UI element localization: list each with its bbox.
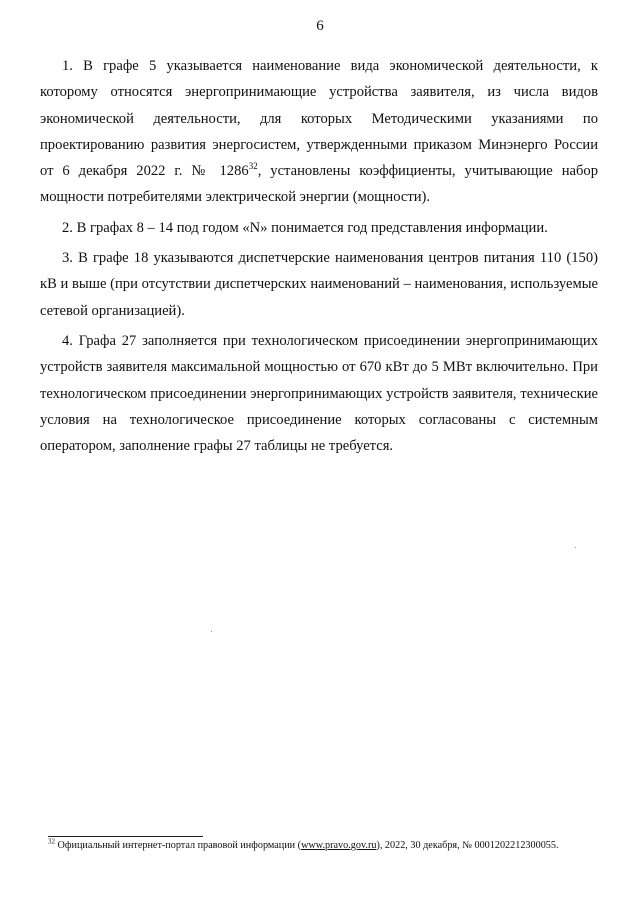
footnote-link[interactable]: www.pravo.gov.ru	[301, 840, 377, 851]
document-body	[40, 53, 598, 459]
footnote-text-end: ), 2022, 30 декабря, № 0001202212300055.	[376, 840, 559, 851]
footnote-text: Официальный интернет-портал правовой информации (	[55, 840, 302, 851]
footnote	[48, 839, 608, 852]
paragraph-4: 4. Графа 27 заполняется при технологическом присоединении энергопринимающих устройств заявителя максимальной мощностью от 670 кВт до 5 МВт включительно. При технологическом присоединении энергопринимающих устройств заявителя, технические условия на технологическое присоединение которых согласованы с системным оператором, заполнение графы 27 таблицы не требуется.	[40, 332, 598, 455]
paragraph-2: 2. В графах 8 – 14 под годом «N» понимается год представления информации.	[62, 219, 548, 236]
footnote-reference: 32	[248, 161, 258, 172]
paragraph-1	[40, 53, 598, 211]
footnote-mark: 32	[48, 837, 55, 846]
paragraph-3: 3. В графе 18 указываются диспетчерские наименования центров питания 110 (150) кВ и выше (при отсутствии диспетчерских наименований – наименования, используемые сетевой организацией).	[40, 250, 598, 319]
paragraph-1-text-end: , установлены коэффициенты, учитывающие набор мощности потребителями электрической энергии (мощности).	[40, 163, 598, 206]
scan-speck	[211, 631, 212, 632]
scan-speck	[575, 547, 576, 548]
page-number: 6	[316, 18, 324, 34]
paragraph-1-text: 1. В графе 5 указывается наименование вида экономической деятельности, к которому относятся энергопринимающие устройства заявителя, из числа видов экономической деятельности, для которых Методическими указаниями по проектированию развития энергосистем, утвержденными приказом Минэнерго России от 6 декабря 2022 г. № 1286	[40, 58, 598, 180]
footnote-separator	[48, 836, 203, 837]
